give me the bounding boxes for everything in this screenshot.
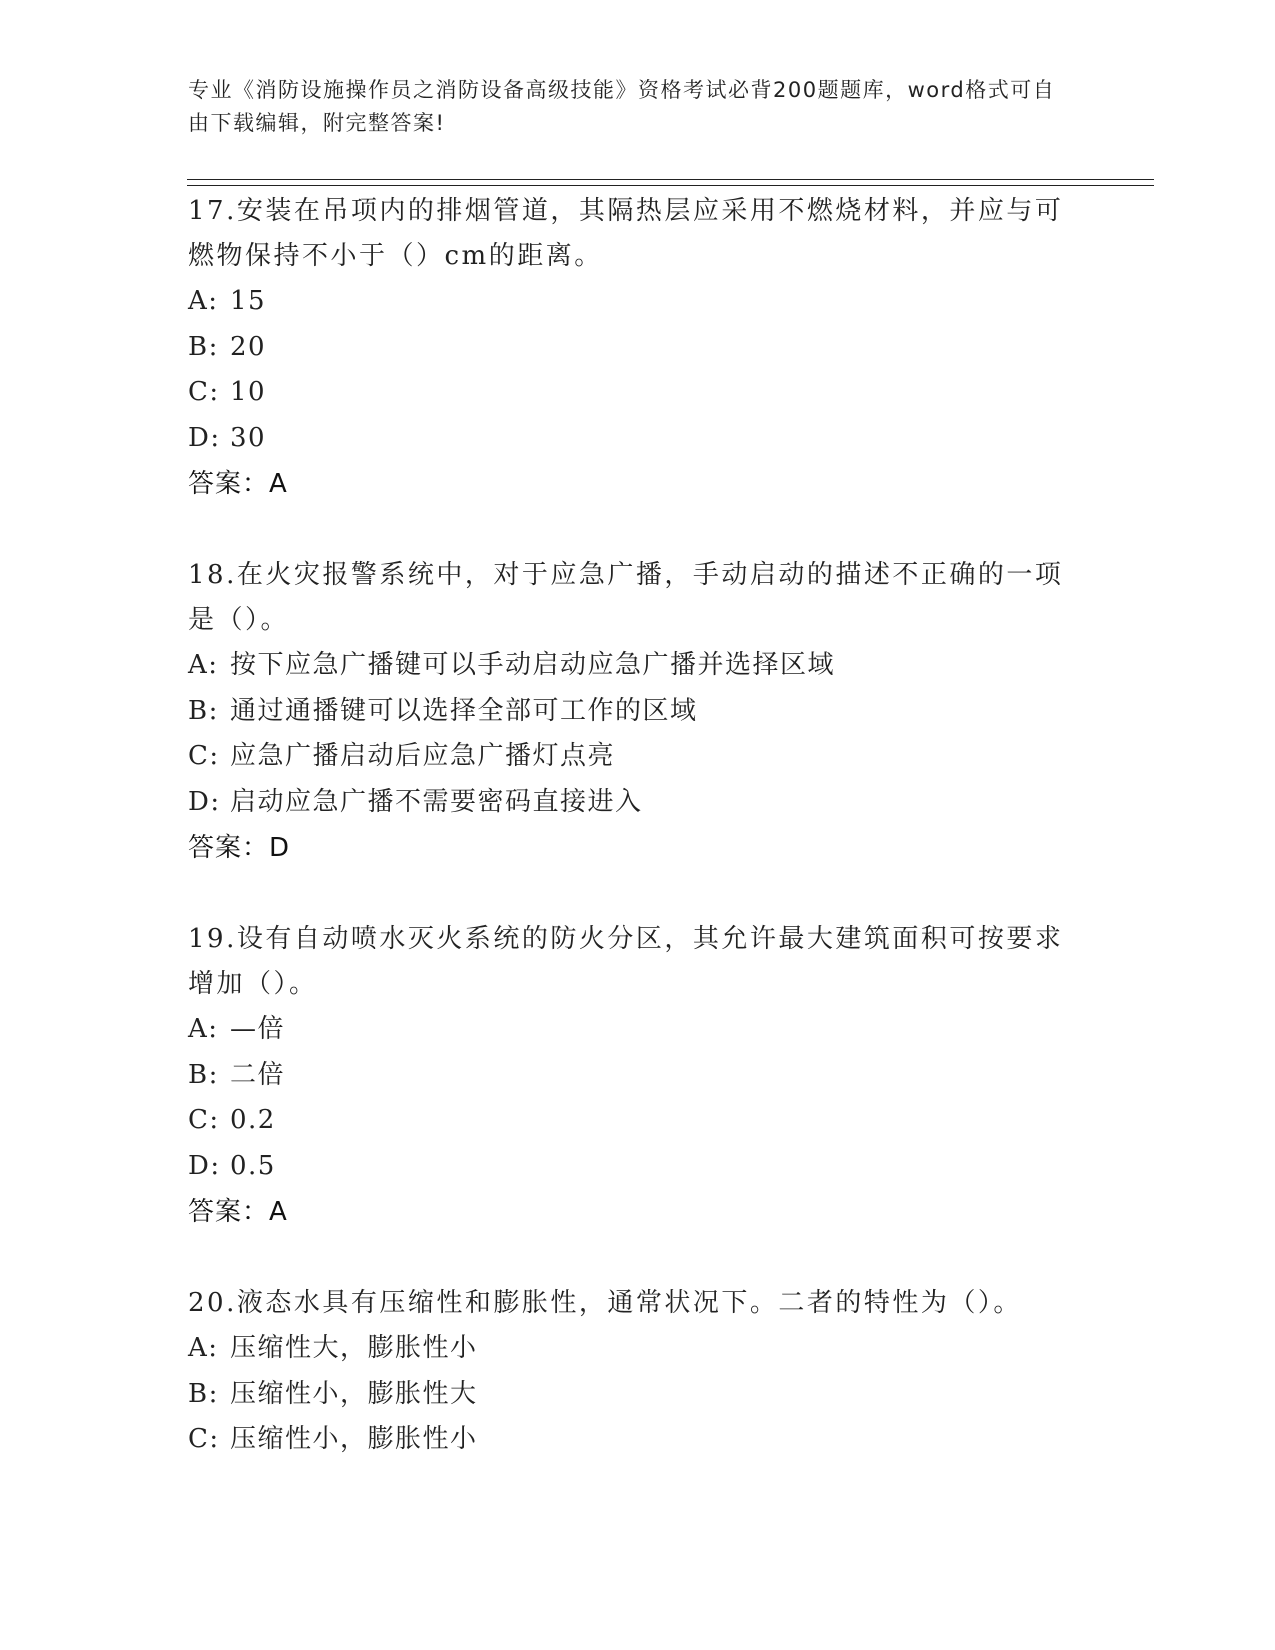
option-key: A: — [188, 286, 219, 316]
option-text: 按下应急广播键可以手动启动应急广播并选择区域 — [230, 650, 836, 680]
option-key: C: — [188, 1105, 220, 1135]
option-key: D: — [188, 1150, 221, 1181]
option-c — [188, 370, 1078, 416]
option-key: D: — [188, 422, 221, 453]
option-b — [188, 325, 1078, 371]
question-stem: 18.在火灾报警系统中，对于应急广播，手动启动的描述不正确的一项是（）。 — [188, 560, 1064, 635]
option-text: 压缩性小，膨胀性大 — [230, 1378, 478, 1409]
document-header: 专业《消防设施操作员之消防设备高级技能》资格考试必背200题题库，word格式可自由下载编辑，附完整答案! — [188, 78, 1056, 135]
option-a — [188, 1326, 1078, 1372]
option-text: 启动应急广播不需要密码直接进入 — [230, 786, 643, 817]
option-text: 通过通播键可以选择全部可工作的区域 — [230, 695, 698, 726]
answer-value: D — [269, 833, 291, 863]
option-d — [188, 780, 1078, 826]
option-key: C: — [188, 377, 220, 407]
option-text: 应急广播启动后应急广播灯点亮 — [230, 741, 616, 771]
option-text: 20 — [230, 331, 267, 362]
answer-label: 答案： — [188, 833, 270, 863]
option-b — [188, 1053, 1078, 1099]
option-c — [188, 1098, 1078, 1144]
option-c — [188, 1417, 1078, 1463]
option-key: B: — [188, 331, 219, 362]
question-stem: 20.液态水具有压缩性和膨胀性，通常状况下。二者的特性为（）。 — [188, 1288, 1022, 1318]
header-divider-bottom — [187, 185, 1154, 186]
option-key: C: — [188, 1424, 220, 1454]
answer-line — [188, 825, 1078, 871]
option-b — [188, 689, 1078, 735]
option-key: A: — [188, 1333, 219, 1363]
option-key: B: — [188, 695, 219, 726]
option-text: 0.2 — [230, 1105, 276, 1135]
option-key: C: — [188, 741, 220, 771]
question-stem: 17.安装在吊项内的排烟管道，其隔热层应采用不燃烧材料，并应与可燃物保持不小于（）cm的距离。 — [188, 196, 1064, 271]
option-text: 0.5 — [230, 1150, 276, 1181]
question-17 — [188, 189, 1078, 507]
option-key: A: — [188, 1014, 219, 1044]
option-text: —倍 — [230, 1014, 286, 1044]
answer-line — [188, 461, 1078, 507]
option-text: 15 — [230, 286, 267, 316]
option-key: A: — [188, 650, 219, 680]
option-text: 30 — [230, 422, 267, 453]
option-key: D: — [188, 786, 221, 817]
answer-value: A — [269, 469, 288, 499]
answer-line — [188, 1189, 1078, 1235]
header-divider-top — [187, 179, 1154, 180]
option-text: 压缩性大，膨胀性小 — [230, 1333, 478, 1363]
answer-label: 答案： — [188, 1197, 270, 1227]
option-key: B: — [188, 1059, 219, 1090]
answer-value: A — [269, 1197, 288, 1227]
option-text: 二倍 — [230, 1059, 286, 1090]
answer-label: 答案： — [188, 469, 270, 499]
question-20 — [188, 1281, 1078, 1463]
option-a — [188, 279, 1078, 325]
option-text: 10 — [230, 377, 267, 407]
option-d — [188, 1144, 1078, 1190]
option-c — [188, 734, 1078, 780]
question-stem: 19.设有自动喷水灭火系统的防火分区，其允许最大建筑面积可按要求增加（）。 — [188, 924, 1064, 999]
option-a — [188, 643, 1078, 689]
question-19 — [188, 917, 1078, 1235]
question-18 — [188, 553, 1078, 871]
option-d — [188, 416, 1078, 462]
option-b — [188, 1372, 1078, 1418]
option-a — [188, 1007, 1078, 1053]
option-text: 压缩性小，膨胀性小 — [230, 1424, 478, 1454]
option-key: B: — [188, 1378, 219, 1409]
